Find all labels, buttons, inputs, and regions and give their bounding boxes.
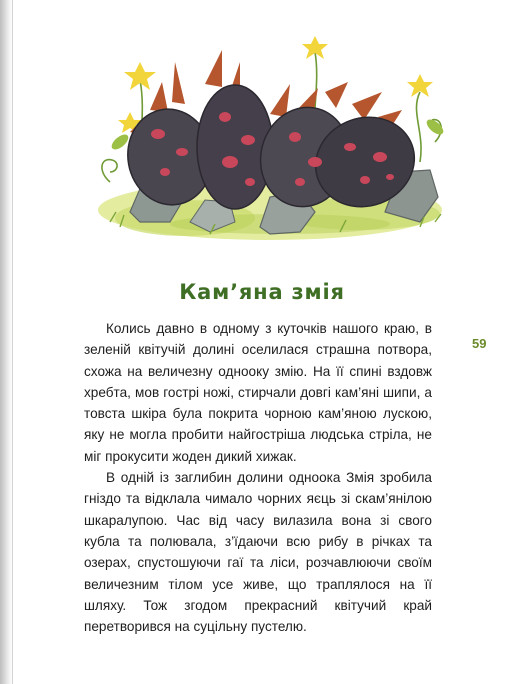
page-number: 59	[472, 336, 487, 351]
story-title: Кам’яна змія	[179, 280, 345, 304]
page-edge-line	[12, 0, 13, 684]
dragon-eggs-illustration	[90, 22, 450, 252]
book-spine-shadow	[0, 0, 12, 684]
story-body	[84, 318, 432, 637]
paragraph: Колись давно в одному з куточків нашого краю, в зеленій квітучій долині оселилася страшна потвора, схожа на величезну однооку змію. На її спині вздовж хребта, мов гострі ножі, стирчали довгі кам’яні шипи, а товста шкіра була покрита чорною кам’яною лускою, яку не могла пробити найгостріша людська стріла, не міг прокусити жоден дикий хижак.	[84, 321, 432, 464]
paragraph: В одній із заглибин долини одноока Змія зробила гніздо та відклала чимало чорних яєць зі скам’янілою шкаралупою. Час від часу вилазила вона зі свого кубла та полювала, з’їдаючи всю рибу в річках та озерах, спустошуючи гаї та ліси, розчавлюючи своїм величезним тілом усе живе, що траплялося на її шляху. Тож згодом прекрасний квітучий край перетворився на суцільну пустелю.	[84, 470, 432, 635]
